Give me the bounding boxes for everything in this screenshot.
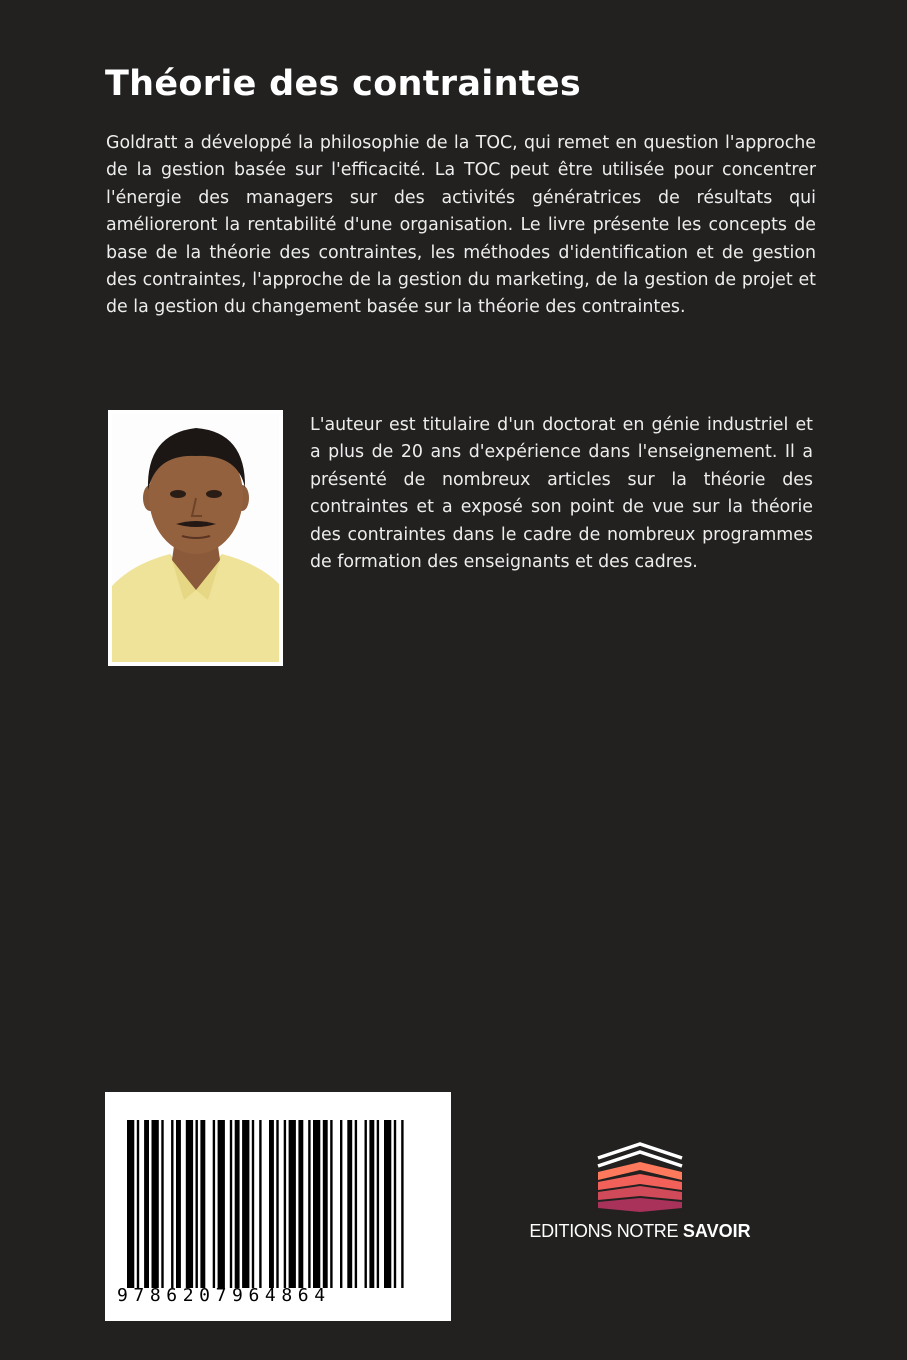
barcode-bar	[269, 1120, 274, 1288]
barcode-bar	[200, 1120, 205, 1288]
author-photo	[108, 410, 283, 666]
barcode-bar	[355, 1120, 357, 1288]
barcode-bar	[340, 1120, 342, 1288]
barcode-bar	[230, 1120, 232, 1288]
barcode	[105, 1092, 451, 1321]
barcode-bar	[213, 1120, 215, 1288]
isbn-number: 9786207964864	[117, 1285, 331, 1306]
barcode-bar	[369, 1120, 374, 1288]
barcode-bar	[171, 1120, 173, 1288]
barcode-bar	[276, 1120, 278, 1288]
barcode-bar	[176, 1120, 181, 1288]
barcode-bar	[284, 1120, 286, 1288]
author-bio: L'auteur est titulaire d'un doctorat en génie industriel et a plus de 20 ans d'expérience dans l'enseignement. Il a présenté de nombreux articles sur la théorie des contraintes et a exposé son point de vue sur la théorie des contraintes dans le cadre de nombreux programmes de formation des enseignants et des cadres.	[310, 415, 813, 573]
barcode-bar	[394, 1120, 396, 1288]
publisher-name-light: EDITIONS NOTRE	[529, 1221, 683, 1241]
barcode-bar	[127, 1120, 134, 1288]
publisher-name	[520, 1221, 760, 1242]
barcode-bar	[152, 1120, 159, 1288]
barcode-bar	[137, 1120, 139, 1288]
barcode-bar	[218, 1120, 225, 1288]
barcode-bar	[384, 1120, 391, 1288]
barcode-bar	[365, 1120, 367, 1288]
barcode-bar	[377, 1120, 379, 1288]
barcode-bar	[242, 1120, 249, 1288]
barcode-bar	[186, 1120, 193, 1288]
barcode-bar	[235, 1120, 240, 1288]
barcode-bar	[330, 1120, 332, 1288]
barcode-bar	[161, 1120, 163, 1288]
barcode-bar	[144, 1120, 149, 1288]
barcode-bar	[196, 1120, 198, 1288]
barcode-bar	[298, 1120, 303, 1288]
barcode-bar	[308, 1120, 310, 1288]
barcode-bar	[252, 1120, 254, 1288]
barcode-bar	[313, 1120, 320, 1288]
book-stack-icon	[596, 1138, 684, 1212]
book-title: Théorie des contraintes	[105, 64, 581, 104]
barcode-bar	[323, 1120, 328, 1288]
barcode-bar	[259, 1120, 261, 1288]
barcode-bar	[289, 1120, 296, 1288]
barcode-bar	[347, 1120, 352, 1288]
barcode-bar	[401, 1120, 403, 1288]
publisher-logo-block	[520, 1138, 760, 1248]
book-summary: Goldratt a développé la philosophie de la TOC, qui remet en question l'approche de la gestion basée sur l'efficacité. La TOC peut être utilisée pour concentrer l'énergie des managers sur des activités génératrices de résultats qui amélioreront la rentabilité d'une organisation. Le livre présente les concepts de base de la théorie des contraintes, les méthodes d'identification et de gestion des contraintes, l'approche de la gestion du marketing, de la gestion de projet et de la gestion du changement basée sur la théorie des contraintes.	[106, 133, 816, 318]
publisher-name-bold: SAVOIR	[682, 1221, 751, 1241]
